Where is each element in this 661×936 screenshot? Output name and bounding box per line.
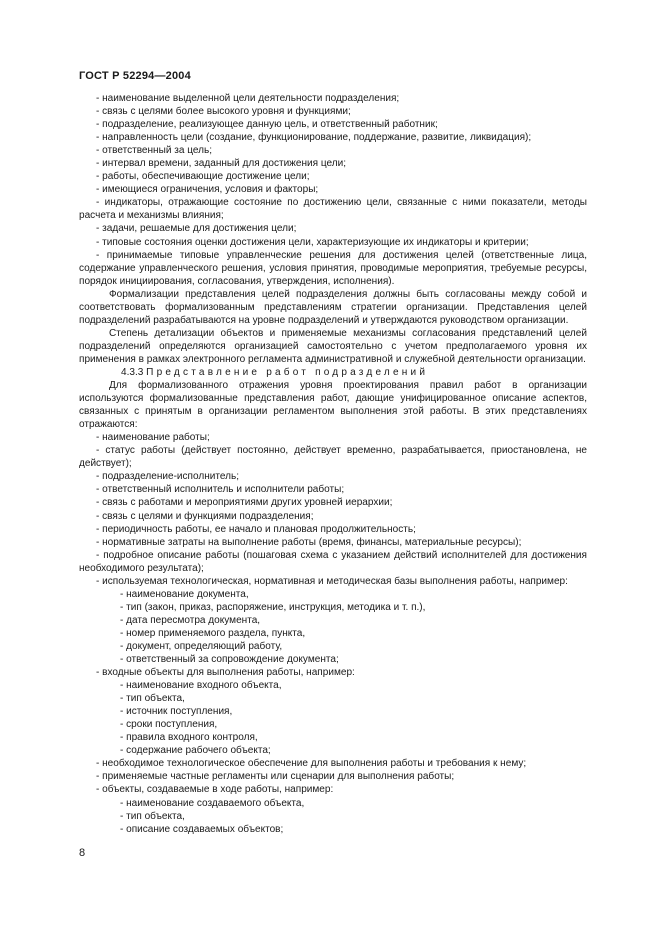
list-item: - индикаторы, отражающие состояние по достижению цели, связанные с ними показатели, методы расчета и механизмы влияния; (79, 197, 587, 222)
section-title: Представление работ подразделений (146, 366, 429, 378)
list-item: - связь с целями и функциями подразделения; (96, 510, 314, 522)
paragraph: Для формализованного отражения уровня проектирования правил работ в организации используются формализованные представления работ, дающие унифицированное описание аспектов, связанных с принятым в организации регламентом выполнения этой работы. В этих представлениях отражаются: (79, 380, 587, 431)
list-item: - входные объекты для выполнения работы, например: (96, 667, 355, 679)
list-item: - задачи, решаемые для достижения цели; (96, 223, 297, 235)
sub-list-item: - тип объекта, (120, 810, 185, 822)
sub-list-item: - ответственный за сопровождение документа; (120, 654, 339, 666)
sub-list-item: - содержание рабочего объекта; (120, 745, 271, 757)
list-item: - периодичность работы, ее начало и плановая продолжительность; (96, 523, 416, 535)
list-item: - необходимое технологическое обеспечение для выполнения работы и требования к нему; (96, 758, 527, 770)
list-item: - нормативные затраты на выполнение работы (время, финансы, материальные ресурсы); (96, 536, 522, 548)
sub-list-item: - наименование входного объекта, (120, 680, 282, 692)
sub-list-item: - сроки поступления, (120, 719, 218, 731)
list-item: - ответственный исполнитель и исполнители работы; (96, 484, 345, 496)
list-item: - имеющиеся ограничения, условия и факторы; (96, 184, 319, 196)
list-item: - используемая технологическая, нормативная и методическая базы выполнения работы, например: (96, 575, 568, 587)
document-header: ГОСТ Р 52294—2004 (79, 70, 191, 82)
list-item: - подробное описание работы (пошаговая схема с указанием действий исполнителей для достижения необходимого результата); (79, 549, 587, 574)
list-item: - работы, обеспечивающие достижение цели; (96, 171, 310, 183)
list-item: - направленность цели (создание, функционирование, поддержание, развитие, ликвидация); (96, 132, 532, 144)
list-item: - подразделение-исполнитель; (96, 471, 240, 483)
sub-list-item: - источник поступления, (120, 706, 233, 718)
sub-list-item: - документ, определяющий работу, (120, 640, 283, 652)
sub-list-item: - описание создаваемых объектов; (120, 823, 284, 835)
page-number: 8 (79, 847, 86, 859)
sub-list-item: - наименование документа, (120, 588, 249, 600)
list-item: - применяемые частные регламенты или сценарии для выполнения работы; (96, 771, 455, 783)
section-number: 4.3.3 (121, 366, 144, 378)
section-heading (79, 366, 587, 379)
paragraph: Степень детализации объектов и применяемые механизмы согласования представлений целей подразделений определяются организацией самостоятельно с учетом предполагаемого уровня их применения в рамках электронного регламента административной и служебной деятельности организации. (79, 327, 587, 365)
sub-list-item: - правила входного контроля, (120, 732, 258, 744)
list-item: - наименование работы; (96, 432, 210, 444)
list-item: - объекты, создаваемые в ходе работы, например: (96, 784, 334, 796)
list-item: - подразделение, реализующее данную цель, и ответственный работник; (96, 119, 438, 131)
list-item: - типовые состояния оценки достижения цели, характеризующие их индикаторы и критерии; (96, 236, 529, 248)
document-body (79, 92, 587, 836)
list-item: - статус работы (действует постоянно, действует временно, разрабатывается, приостановлена, не действует); (79, 445, 587, 470)
list-item: - интервал времени, заданный для достижения цели; (96, 158, 347, 170)
sub-list-item: - дата пересмотра документа, (120, 614, 261, 626)
sub-list-item: - номер применяемого раздела, пункта, (120, 627, 306, 639)
list-item: - связь с целями более высокого уровня и функциями; (96, 106, 351, 118)
list-item: - наименование выделенной цели деятельности подразделения; (96, 93, 400, 104)
sub-list-item: - наименование создаваемого объекта, (120, 797, 305, 809)
list-item: - ответственный за цель; (96, 145, 212, 157)
paragraph: Формализации представления целей подразделения должны быть согласованы между собой и соответствовать формализованным представлениям стратегии организации. Представления целей подразделений разрабатываются на уровне подразделений и утверждаются руководством организации. (79, 288, 587, 326)
list-item: - принимаемые типовые управленческие решения для достижения целей (ответственные лица, содержание управленческого решения, условия принятия, проводимые мероприятия, требуемые ресурсы, порядок инициирования, согласования, утверждения, исполнения). (79, 249, 587, 287)
sub-list-item: - тип (закон, приказ, распоряжение, инструкция, методика и т. п.), (120, 601, 426, 613)
list-item: - связь с работами и мероприятиями других уровней иерархии; (96, 497, 393, 509)
sub-list-item: - тип объекта, (120, 693, 185, 705)
